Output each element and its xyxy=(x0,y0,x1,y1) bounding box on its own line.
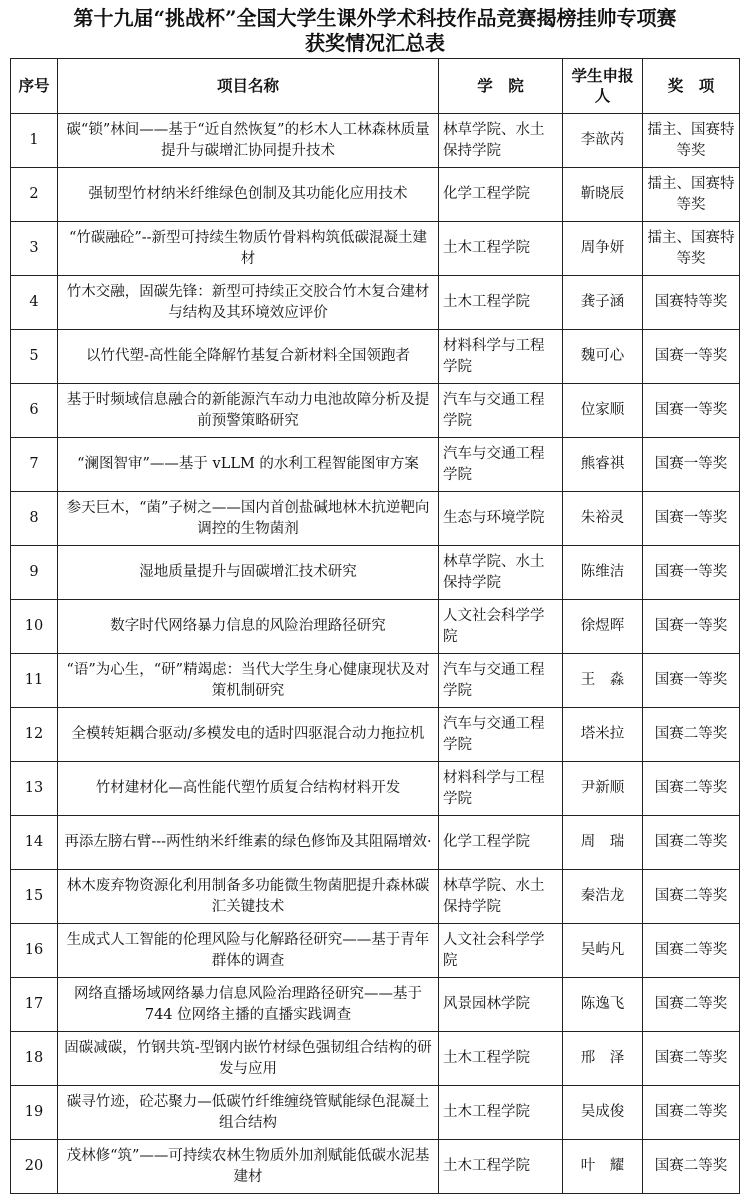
table-row xyxy=(11,168,740,222)
row-number: 2 xyxy=(11,168,58,222)
project-name: 生成式人工智能的伦理风险与化解路径研究——基于青年群体的调查 xyxy=(58,924,439,978)
student-name: 吴成俊 xyxy=(563,1086,643,1140)
table-row xyxy=(11,1140,740,1194)
student-name: 陈逸飞 xyxy=(563,978,643,1032)
row-number: 16 xyxy=(11,924,58,978)
table-header-row xyxy=(11,59,740,114)
school-name: 林草学院、水土保持学院 xyxy=(439,114,563,168)
table-row xyxy=(11,1032,740,1086)
table-row xyxy=(11,600,740,654)
award-level: 国赛一等奖 xyxy=(643,330,740,384)
school-name: 人文社会科学学院 xyxy=(439,924,563,978)
school-name: 化学工程学院 xyxy=(439,816,563,870)
table-body xyxy=(11,114,740,1194)
project-name: 再添左膀右臂---两性纳米纤维素的绿色修饰及其阻隔增效· xyxy=(58,816,439,870)
student-name: 周争妍 xyxy=(563,222,643,276)
header-student: 学生申报人 xyxy=(563,59,643,114)
school-name: 化学工程学院 xyxy=(439,168,563,222)
row-number: 5 xyxy=(11,330,58,384)
header-project-name: 项目名称 xyxy=(58,59,439,114)
project-name: 竹材建材化—高性能代塑竹质复合结构材料开发 xyxy=(58,762,439,816)
student-name: 邢 泽 xyxy=(563,1032,643,1086)
table-row xyxy=(11,384,740,438)
award-level: 国赛一等奖 xyxy=(643,654,740,708)
project-name: “竹碳融砼”--新型可持续生物质竹骨料构筑低碳混凝土建材 xyxy=(58,222,439,276)
project-name: “澜图智审”——基于 vLLM 的水利工程智能图审方案 xyxy=(58,438,439,492)
row-number: 13 xyxy=(11,762,58,816)
award-level: 国赛一等奖 xyxy=(643,438,740,492)
project-name: 竹木交融，固碳先锋：新型可持续正交胶合竹木复合建材与结构及其环境效应评价 xyxy=(58,276,439,330)
student-name: 徐煜晖 xyxy=(563,600,643,654)
student-name: 叶 耀 xyxy=(563,1140,643,1194)
project-name: 固碳减碳，竹钢共筑-型钢内嵌竹材绿色强韧组合结构的研发与应用 xyxy=(58,1032,439,1086)
row-number: 1 xyxy=(11,114,58,168)
table-row xyxy=(11,762,740,816)
award-level: 国赛二等奖 xyxy=(643,978,740,1032)
student-name: 龚子涵 xyxy=(563,276,643,330)
school-name: 汽车与交通工程学院 xyxy=(439,438,563,492)
award-level: 国赛二等奖 xyxy=(643,1086,740,1140)
header-school: 学 院 xyxy=(439,59,563,114)
student-name: 秦浩龙 xyxy=(563,870,643,924)
school-name: 林草学院、水土保持学院 xyxy=(439,870,563,924)
header-award: 奖 项 xyxy=(643,59,740,114)
school-name: 风景园林学院 xyxy=(439,978,563,1032)
table-row xyxy=(11,276,740,330)
school-name: 土木工程学院 xyxy=(439,276,563,330)
row-number: 18 xyxy=(11,1032,58,1086)
row-number: 12 xyxy=(11,708,58,762)
project-name: 全模转矩耦合驱动/多模发电的适时四驱混合动力拖拉机 xyxy=(58,708,439,762)
project-name: 参天巨木，“菌”子树之——国内首创盐碱地林木抗逆靶向调控的生物菌剂 xyxy=(58,492,439,546)
row-number: 9 xyxy=(11,546,58,600)
student-name: 尹新顺 xyxy=(563,762,643,816)
table-row xyxy=(11,546,740,600)
award-level: 国赛二等奖 xyxy=(643,1140,740,1194)
project-name: “语”为心生，“研”精竭虑：当代大学生身心健康现状及对策机制研究 xyxy=(58,654,439,708)
school-name: 材料科学与工程学院 xyxy=(439,762,563,816)
project-name: 碳“锁”林间——基于“近自然恢复”的杉木人工林森林质量提升与碳增汇协同提升技术 xyxy=(58,114,439,168)
table-row xyxy=(11,978,740,1032)
project-name: 基于时频域信息融合的新能源汽车动力电池故障分析及提前预警策略研究 xyxy=(58,384,439,438)
project-name: 碳寻竹迹，砼芯聚力—低碳竹纤维缠绕管赋能绿色混凝土组合结构 xyxy=(58,1086,439,1140)
award-level: 国赛二等奖 xyxy=(643,870,740,924)
student-name: 朱裕灵 xyxy=(563,492,643,546)
table-row xyxy=(11,222,740,276)
award-level: 擂主、国赛特等奖 xyxy=(643,114,740,168)
project-name: 网络直播场域网络暴力信息风险治理路径研究——基于 744 位网络主播的直播实践调查 xyxy=(58,978,439,1032)
row-number: 17 xyxy=(11,978,58,1032)
table-row xyxy=(11,924,740,978)
table-row xyxy=(11,330,740,384)
award-level: 国赛二等奖 xyxy=(643,816,740,870)
student-name: 陈维洁 xyxy=(563,546,643,600)
student-name: 周 瑞 xyxy=(563,816,643,870)
table-row xyxy=(11,708,740,762)
school-name: 土木工程学院 xyxy=(439,222,563,276)
student-name: 靳晓辰 xyxy=(563,168,643,222)
student-name: 李歆芮 xyxy=(563,114,643,168)
school-name: 材料科学与工程学院 xyxy=(439,330,563,384)
school-name: 人文社会科学学院 xyxy=(439,600,563,654)
table-row xyxy=(11,492,740,546)
header-no: 序号 xyxy=(11,59,58,114)
table-row xyxy=(11,816,740,870)
table-row xyxy=(11,870,740,924)
title-line-2: 获奖情况汇总表 xyxy=(305,31,445,55)
row-number: 8 xyxy=(11,492,58,546)
school-name: 汽车与交通工程学院 xyxy=(439,708,563,762)
row-number: 11 xyxy=(11,654,58,708)
award-level: 国赛二等奖 xyxy=(643,924,740,978)
school-name: 土木工程学院 xyxy=(439,1140,563,1194)
school-name: 林草学院、水土保持学院 xyxy=(439,546,563,600)
row-number: 15 xyxy=(11,870,58,924)
table-row xyxy=(11,114,740,168)
student-name: 塔米拉 xyxy=(563,708,643,762)
project-name: 湿地质量提升与固碳增汇技术研究 xyxy=(58,546,439,600)
table-row xyxy=(11,654,740,708)
awards-table xyxy=(10,58,740,1194)
title-line-1: 第十九届“挑战杯”全国大学生课外学术科技作品竞赛揭榜挂帅专项赛 xyxy=(73,6,677,30)
student-name: 魏可心 xyxy=(563,330,643,384)
row-number: 19 xyxy=(11,1086,58,1140)
table-row xyxy=(11,438,740,492)
award-level: 国赛二等奖 xyxy=(643,708,740,762)
row-number: 6 xyxy=(11,384,58,438)
student-name: 位家顺 xyxy=(563,384,643,438)
award-level: 国赛一等奖 xyxy=(643,492,740,546)
row-number: 10 xyxy=(11,600,58,654)
document-title xyxy=(0,0,750,56)
award-level: 国赛二等奖 xyxy=(643,762,740,816)
award-level: 国赛一等奖 xyxy=(643,600,740,654)
award-level: 国赛一等奖 xyxy=(643,384,740,438)
project-name: 茂林修“筑”——可持续农林生物质外加剂赋能低碳水泥基建材 xyxy=(58,1140,439,1194)
school-name: 土木工程学院 xyxy=(439,1032,563,1086)
award-level: 擂主、国赛特等奖 xyxy=(643,168,740,222)
student-name: 吴屿凡 xyxy=(563,924,643,978)
school-name: 汽车与交通工程学院 xyxy=(439,384,563,438)
project-name: 强韧型竹材纳米纤维绿色创制及其功能化应用技术 xyxy=(58,168,439,222)
school-name: 生态与环境学院 xyxy=(439,492,563,546)
row-number: 14 xyxy=(11,816,58,870)
award-level: 国赛二等奖 xyxy=(643,1032,740,1086)
student-name: 熊睿祺 xyxy=(563,438,643,492)
row-number: 4 xyxy=(11,276,58,330)
table-row xyxy=(11,1086,740,1140)
project-name: 林木废弃物资源化利用制备多功能微生物菌肥提升森林碳汇关键技术 xyxy=(58,870,439,924)
school-name: 汽车与交通工程学院 xyxy=(439,654,563,708)
row-number: 20 xyxy=(11,1140,58,1194)
row-number: 3 xyxy=(11,222,58,276)
award-level: 擂主、国赛特等奖 xyxy=(643,222,740,276)
school-name: 土木工程学院 xyxy=(439,1086,563,1140)
project-name: 以竹代塑-高性能全降解竹基复合新材料全国领跑者 xyxy=(58,330,439,384)
award-level: 国赛一等奖 xyxy=(643,546,740,600)
row-number: 7 xyxy=(11,438,58,492)
project-name: 数字时代网络暴力信息的风险治理路径研究 xyxy=(58,600,439,654)
student-name: 王 淼 xyxy=(563,654,643,708)
award-level: 国赛特等奖 xyxy=(643,276,740,330)
